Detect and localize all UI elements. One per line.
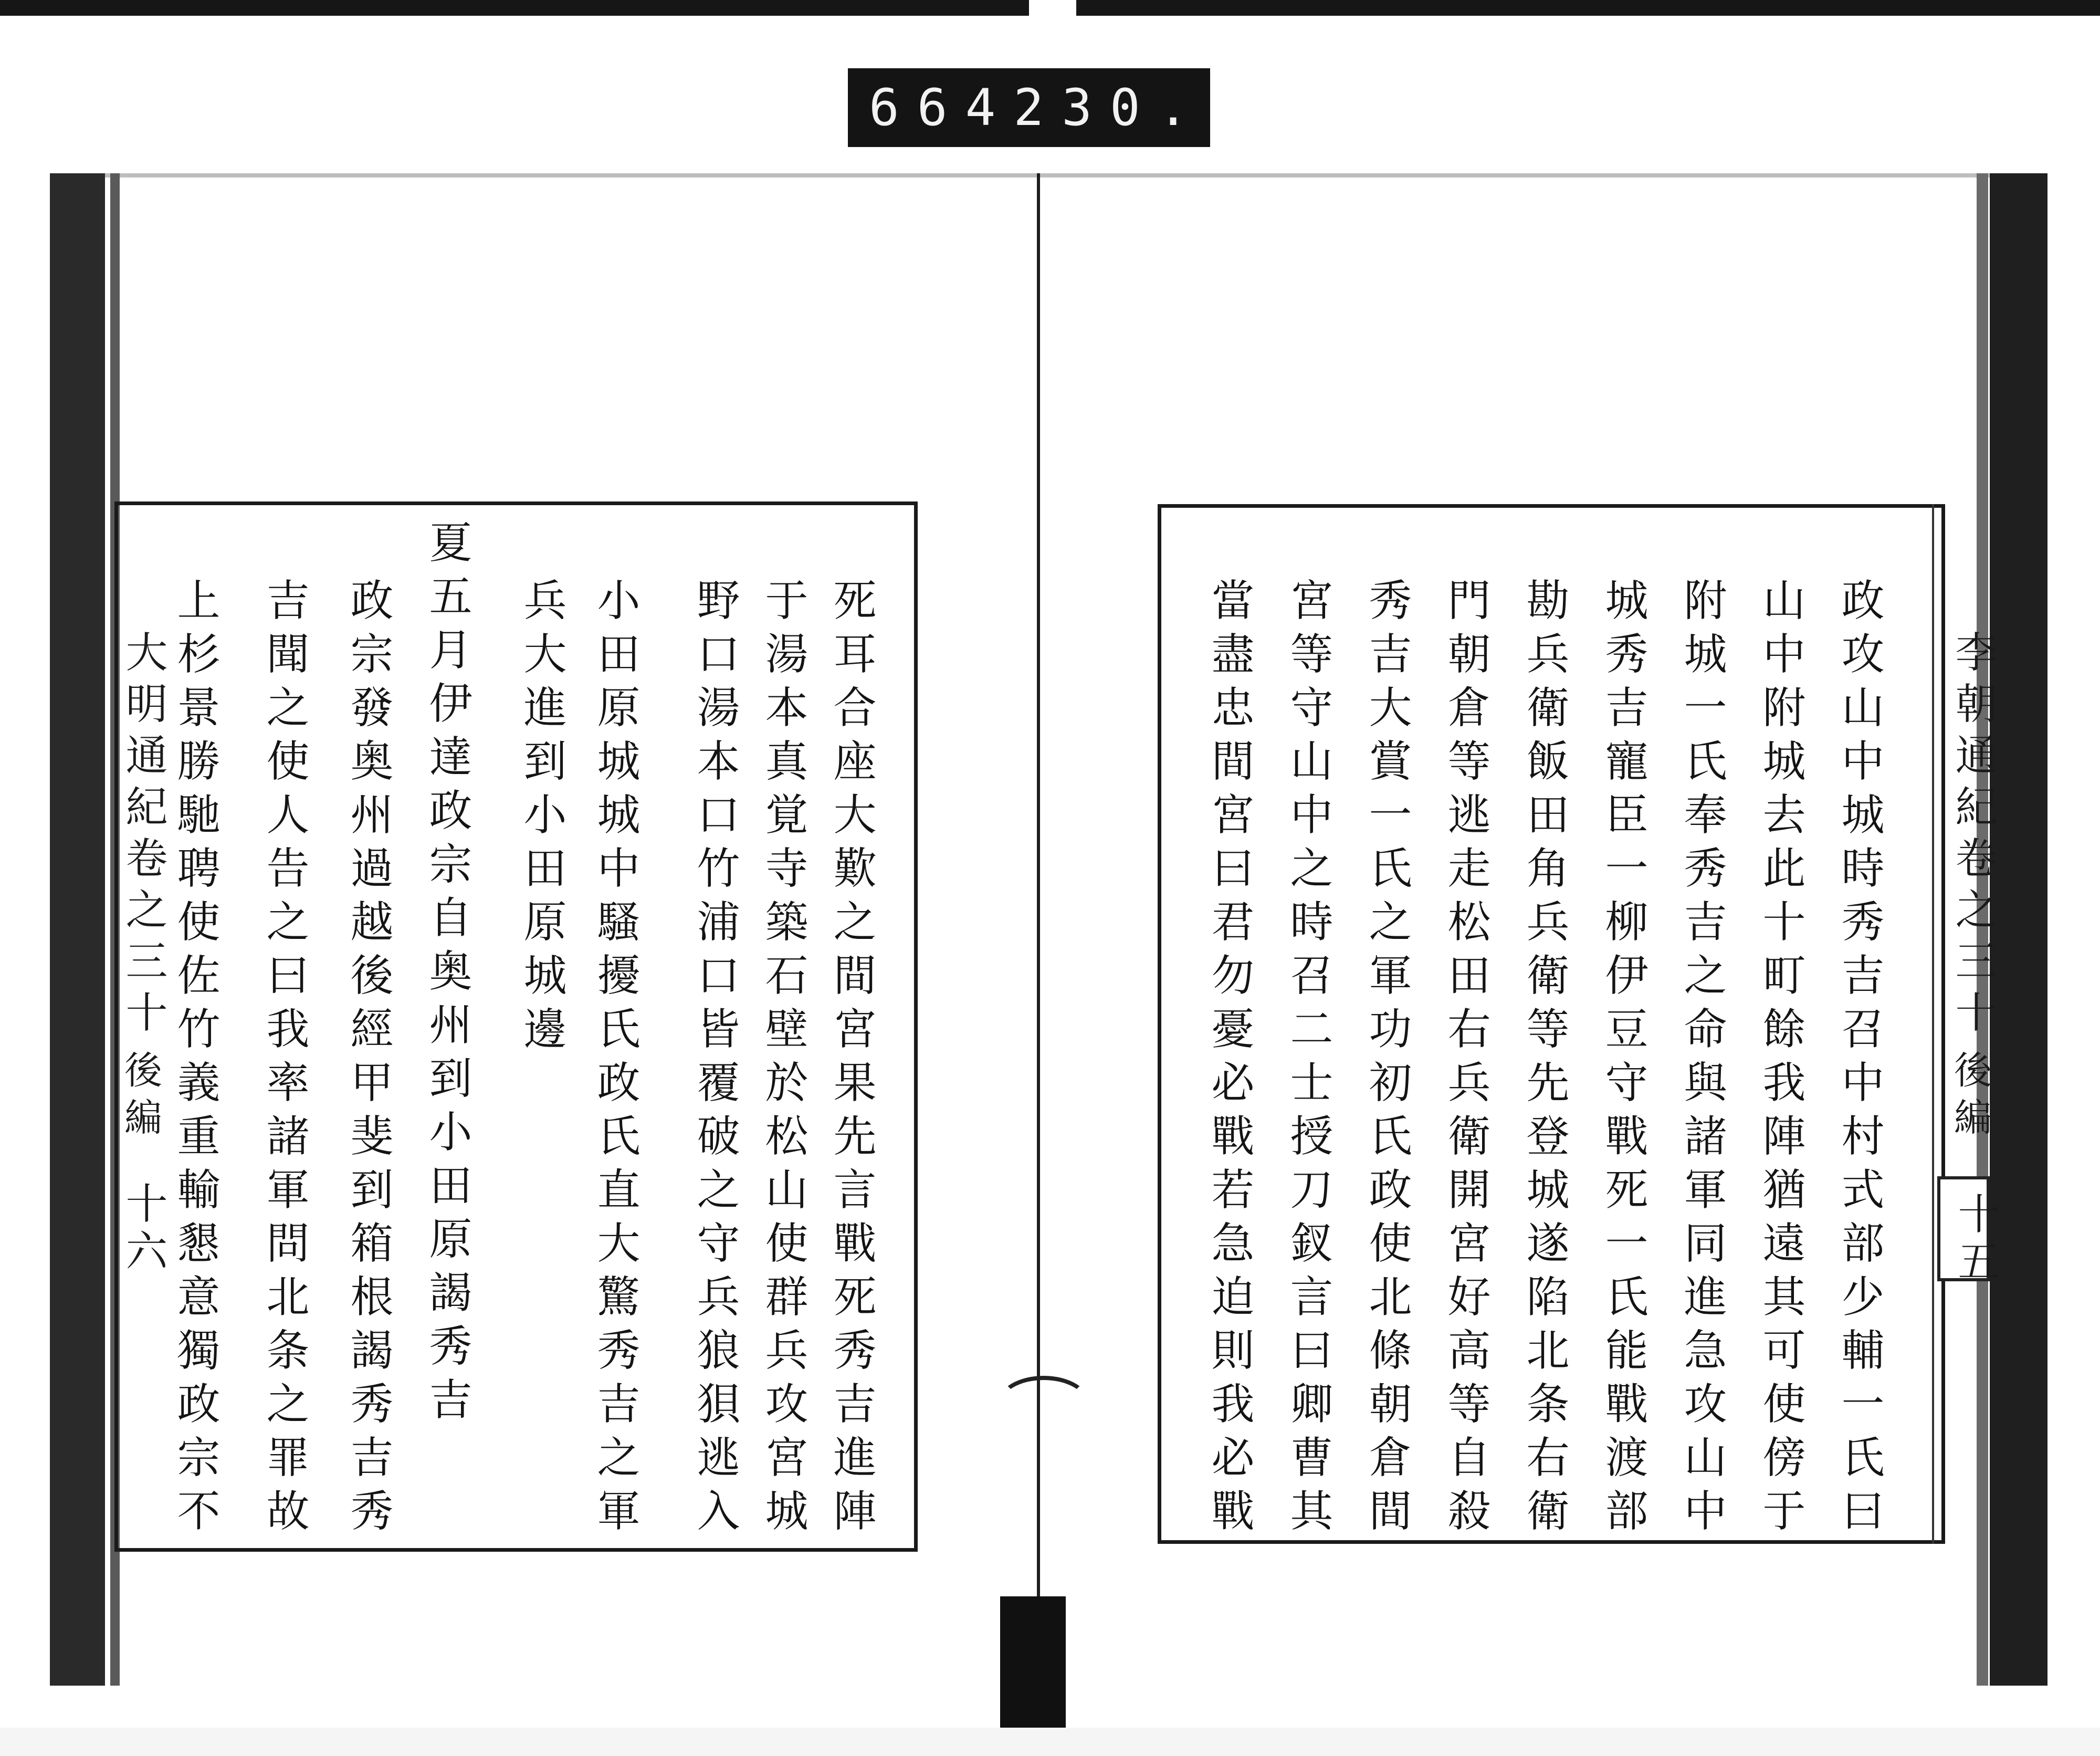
right-column-7: 秀吉大賞一氏之軍功初氏政使北條朝倉間 xyxy=(1362,578,1412,1542)
left-column-8: 吉聞之使人告之曰我率諸軍問北条之罪故 xyxy=(259,578,309,1542)
left-column-6-heading: 夏五月伊達政宗自奥州到小田原謁秀吉 xyxy=(422,520,472,1430)
right-column-6: 門朝倉等逃走松田右兵衛開宮好高等自殺 xyxy=(1441,578,1490,1542)
left-column-4: 小田原城城中騷擾氏政氏直大驚秀吉之軍 xyxy=(590,578,640,1542)
left-column-3: 野口湯本口竹浦口皆覆破之守兵狼狽逃入 xyxy=(690,578,740,1542)
right-page-title: 李朝通紀卷之三十 xyxy=(1948,630,1997,1042)
left-column-1: 死耳合座大歎之間宮果先言戰死秀吉進陣 xyxy=(826,578,876,1542)
right-column-5: 勘兵衛飯田角兵衛等先登城遂陷北条右衛 xyxy=(1519,578,1569,1542)
top-rule-left xyxy=(0,0,1029,16)
top-rule-right xyxy=(1076,0,2100,16)
film-frame-number-right: 230. xyxy=(1013,78,1206,137)
left-page-number: 十六 xyxy=(119,1182,167,1276)
film-frame-number-left: 664 xyxy=(869,78,1014,137)
page-top-edge xyxy=(63,173,2037,177)
left-page-margin-title: 大明通紀卷之三十 xyxy=(119,630,167,1042)
left-column-9: 上杉景勝馳聘使佐竹義重輸懇意獨政宗不 xyxy=(170,578,220,1542)
right-page-section-mark: 後編 xyxy=(1948,1050,1992,1145)
right-column-2: 山中附城去此十町餘我陣猶遠其可使傍于 xyxy=(1756,578,1805,1542)
right-column-3: 附城一氏奉秀吉之命與諸軍同進急攻山中 xyxy=(1677,578,1727,1542)
binding-ornament-icon xyxy=(998,1376,1090,1431)
scan-bottom-margin xyxy=(0,1728,2100,1756)
right-page-number: 十五 xyxy=(1951,1192,2000,1287)
left-book-edge xyxy=(50,173,105,1686)
right-column-9: 當盡忠間宮曰君勿憂必戰若急迫則我必戰 xyxy=(1204,578,1254,1542)
left-column-2: 于湯本真覚寺築石壁於松山使群兵攻宮城 xyxy=(758,578,808,1542)
left-page-section-mark: 後編 xyxy=(118,1050,162,1145)
right-column-4: 城秀吉寵臣一柳伊豆守戰死一氏能戰渡部 xyxy=(1598,578,1648,1542)
right-column-8: 宮等守山中之時召二士授刀釵言曰卿曹其 xyxy=(1283,578,1333,1542)
left-column-7: 政宗發奥州過越後經甲斐到箱根謁秀吉秀 xyxy=(343,578,393,1542)
film-frame-label xyxy=(848,68,1210,147)
right-column-1: 政攻山中城時秀吉召中村式部少輔一氏曰 xyxy=(1834,578,1884,1542)
left-column-5: 兵大進到小田原城邊 xyxy=(517,578,566,1060)
